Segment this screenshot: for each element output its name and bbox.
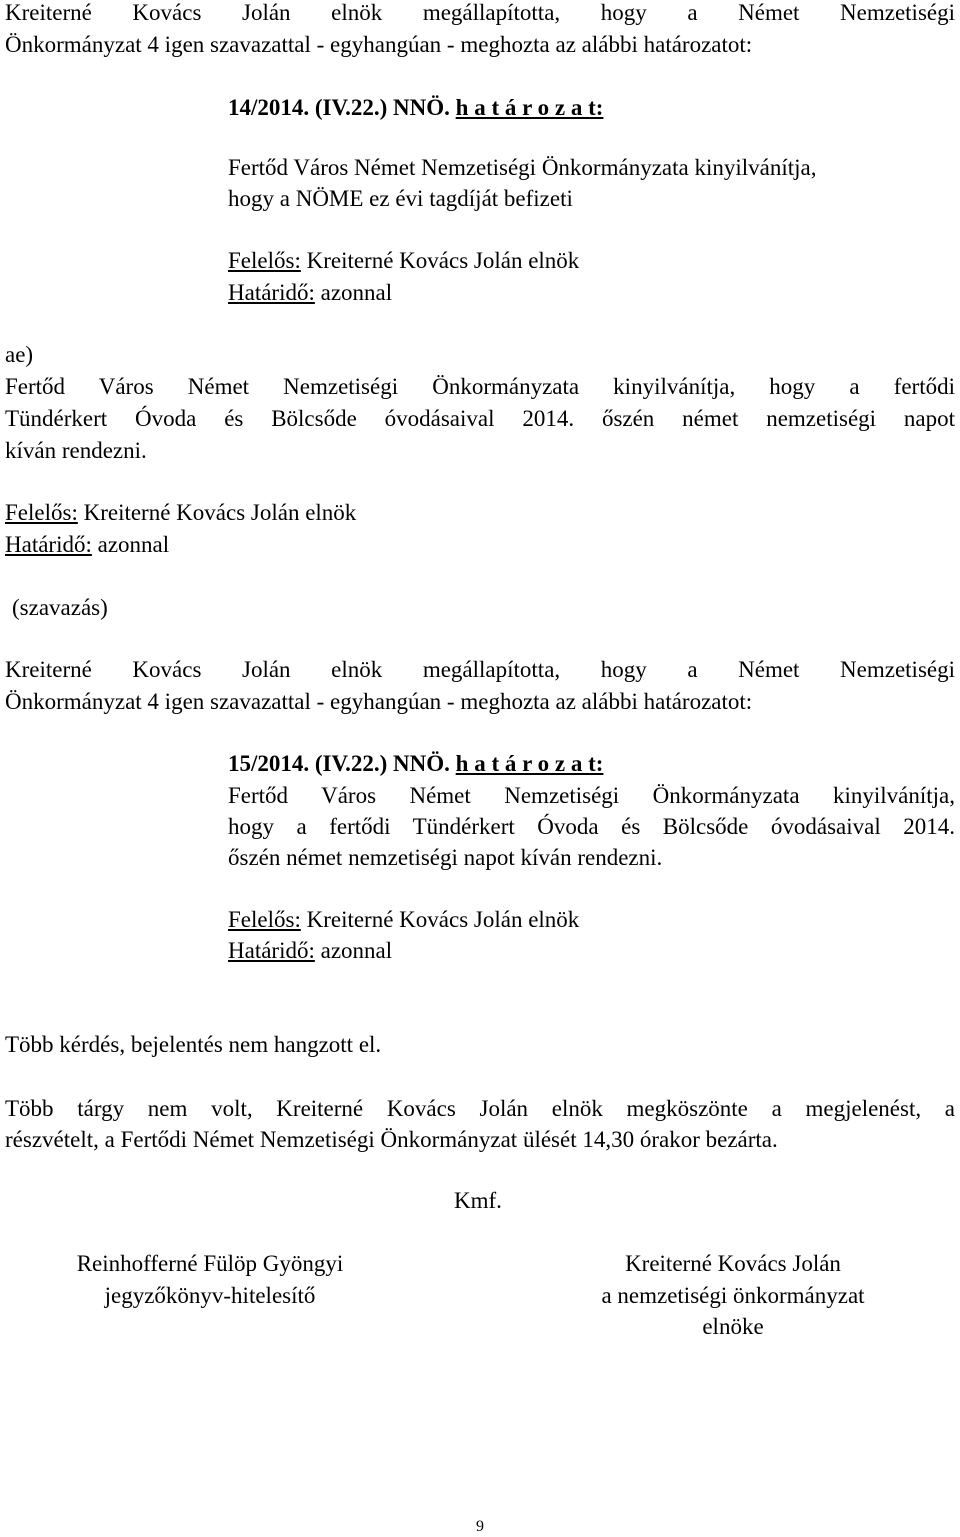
deadline-label: Határidő:	[5, 532, 92, 557]
intro2-line-2: Önkormányzat 4 igen szavazattal - egyhangúan - meghozta az alábbi határozatot:	[5, 689, 753, 714]
item-ae-line-3: kíván rendezni.	[5, 438, 147, 463]
resolution-14-heading	[228, 92, 603, 124]
resolution-keyword: h a t á r o z a t:	[455, 95, 604, 120]
signature-right-name: Kreiterné Kovács Jolán	[625, 1251, 841, 1276]
deadline-value: azonnal	[91, 532, 170, 557]
closing-line-1: Több tárgy nem volt, Kreiterné Kovács Jolán elnök megköszönte a megjelenést, a	[5, 1096, 955, 1121]
responsible-label: Felelős:	[5, 500, 78, 525]
signature-right-role-2: elnöke	[702, 1314, 764, 1339]
resolution-15-text-1: Fertőd Város Német Nemzetiségi Önkormányzata kinyilvánítja,	[228, 783, 955, 808]
item-ae-label: ae)	[5, 342, 34, 367]
deadline-value: azonnal	[314, 938, 393, 963]
resolution-keyword: h a t á r o z a t:	[455, 751, 604, 776]
responsible-label: Felelős:	[228, 248, 301, 273]
item-ae-line-2: Tündérkert Óvoda és Bölcsőde óvodásaival 2014. őszén német nemzetiségi napot	[5, 406, 955, 431]
item-ae-responsible	[5, 497, 356, 529]
responsible-value: Kreiterné Kovács Jolán elnök	[77, 500, 357, 525]
resolution-14-responsible	[228, 245, 579, 277]
resolution-14-text-2: hogy a NÖME ez évi tagdíját befizeti	[228, 186, 573, 211]
resolution-number: 15/2014. (IV.22.) NNÖ.	[228, 751, 450, 776]
resolution-15-responsible	[228, 904, 579, 936]
resolution-15-text-2: hogy a fertődi Tündérkert Óvoda és Bölcsőde óvodásaival 2014.	[228, 814, 955, 839]
signature-left-name: Reinhofferné Fülöp Gyöngyi	[76, 1251, 344, 1276]
resolution-15-deadline	[228, 935, 392, 967]
resolution-number: 14/2014. (IV.22.) NNÖ.	[228, 95, 450, 120]
closing-line-2: részvételt, a Fertődi Német Nemzetiségi Önkormányzat ülését 14,30 órakor bezárta.	[5, 1127, 778, 1152]
responsible-value: Kreiterné Kovács Jolán elnök	[300, 907, 580, 932]
item-ae-line-1: Fertőd Város Német Nemzetiségi Önkormányzata kinyilvánítja, hogy a fertődi	[5, 374, 955, 399]
resolution-15-heading	[228, 748, 603, 780]
responsible-value: Kreiterné Kovács Jolán elnök	[300, 248, 580, 273]
resolution-14-deadline	[228, 277, 392, 309]
responsible-label: Felelős:	[228, 907, 301, 932]
intro-line-1: Kreiterné Kovács Jolán elnök megállapította, hogy a Német Nemzetiségi	[5, 0, 955, 25]
deadline-value: azonnal	[314, 280, 393, 305]
resolution-14-text-1: Fertőd Város Német Nemzetiségi Önkormányzata kinyilvánítja,	[228, 155, 817, 180]
kmf-label: Kmf.	[454, 1188, 502, 1213]
deadline-label: Határidő:	[228, 280, 315, 305]
signature-left-role: jegyzőkönyv-hitelesítő	[104, 1283, 316, 1308]
deadline-label: Határidő:	[228, 938, 315, 963]
vote-note: (szavazás)	[12, 595, 108, 620]
intro2-line-1: Kreiterné Kovács Jolán elnök megállapította, hogy a Német Nemzetiségi	[5, 657, 955, 682]
item-ae-deadline	[5, 529, 169, 561]
closing-questions: Több kérdés, bejelentés nem hangzott el.	[5, 1032, 382, 1057]
page-number: 9	[476, 1518, 484, 1535]
intro-line-2: Önkormányzat 4 igen szavazattal - egyhangúan - meghozta az alábbi határozatot:	[5, 32, 753, 57]
resolution-15-text-3: őszén német nemzetiségi napot kíván rendezni.	[228, 845, 663, 870]
signature-right-role-1: a nemzetiségi önkormányzat	[601, 1283, 865, 1308]
